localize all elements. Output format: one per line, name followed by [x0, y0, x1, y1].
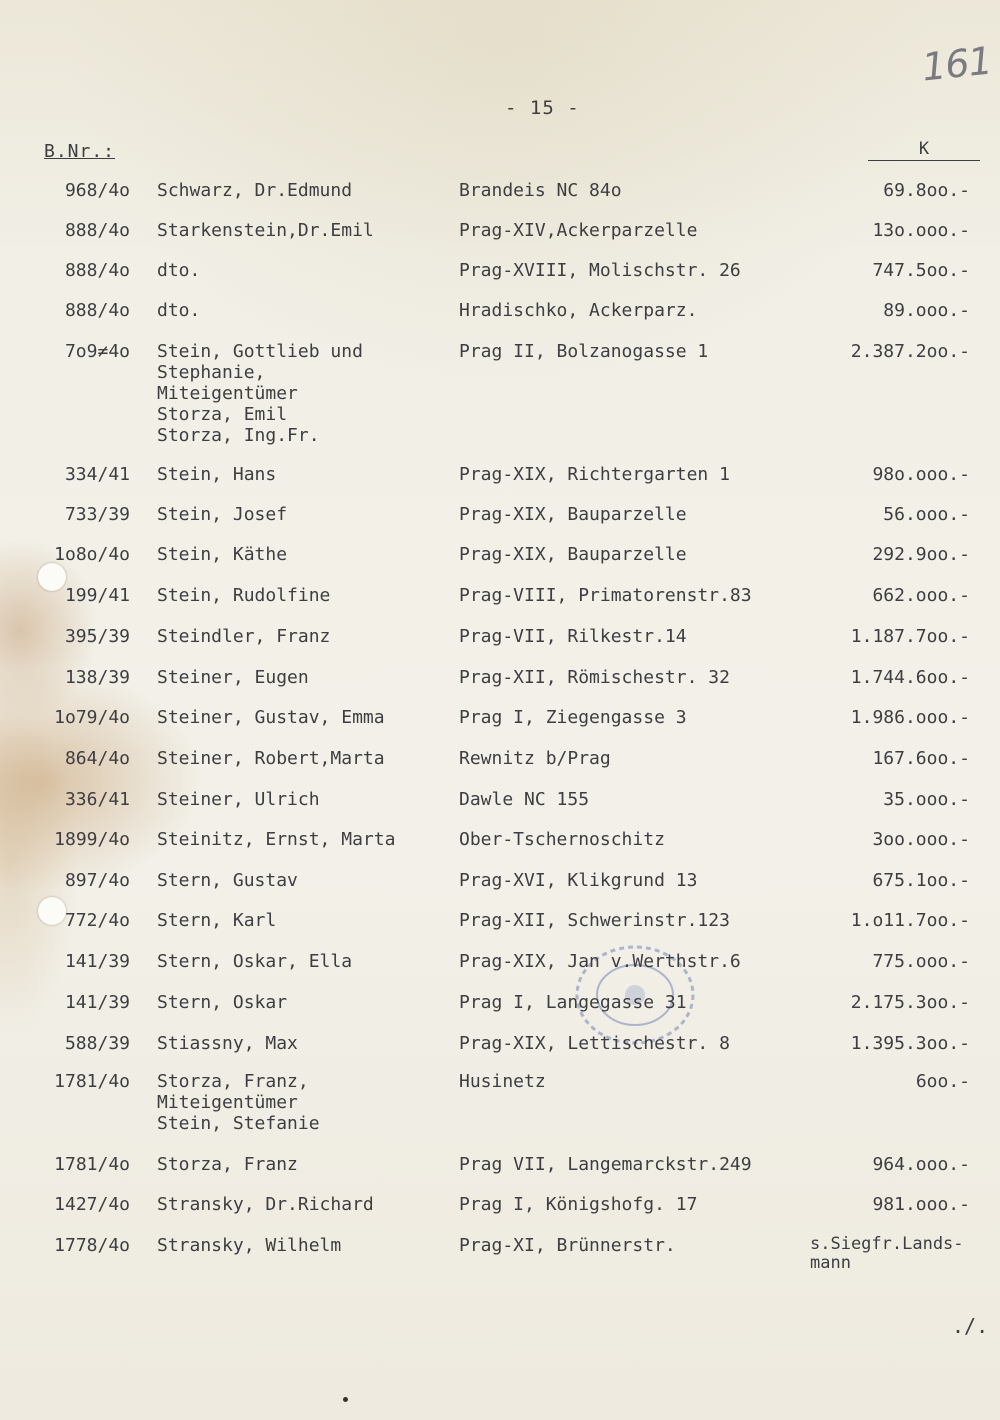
property-value: 6oo.-	[915, 1071, 970, 1092]
entry-number: 138/39	[64, 667, 130, 688]
property-address: Prag-XIX, Lettischestr. 8	[459, 1033, 730, 1054]
property-address: Prag-VII, Rilkestr.14	[459, 626, 687, 647]
property-address: Prag-XIX, Bauparzelle	[459, 504, 687, 525]
property-address: Prag II, Bolzanogasse 1	[459, 341, 709, 362]
entry-number: 1o79/4o	[54, 707, 130, 728]
owner-name: dto.	[157, 260, 201, 281]
entry-number: 1781/4o	[54, 1154, 130, 1175]
entry-number: 888/4o	[64, 300, 130, 321]
entry-number: 1781/4o	[54, 1071, 130, 1092]
property-address: Prag-XII, Schwerinstr.123	[459, 910, 730, 931]
property-value: 69.8oo.-	[883, 180, 970, 201]
property-value: 292.9oo.-	[872, 544, 970, 565]
property-value: 98o.ooo.-	[872, 464, 970, 485]
entry-number: 864/4o	[64, 748, 130, 769]
property-value: 964.ooo.-	[872, 1154, 970, 1175]
property-address: Prag-XI, Brünnerstr.	[459, 1235, 676, 1256]
entry-number: 772/4o	[64, 910, 130, 931]
property-value: 3oo.ooo.-	[872, 829, 970, 850]
entry-number: 897/4o	[64, 870, 130, 891]
property-address: Prag I, Königshofg. 17	[459, 1194, 698, 1215]
property-address: Prag-VIII, Primatorenstr.83	[459, 585, 752, 606]
property-value: 56.ooo.-	[883, 504, 970, 525]
entry-number: 1778/4o	[54, 1235, 130, 1256]
entry-number: 7o9≠4o	[64, 341, 130, 362]
owner-name: Steiner, Ulrich	[157, 789, 320, 810]
property-address: Prag-XIX, Bauparzelle	[459, 544, 687, 565]
property-value: 747.5oo.-	[872, 260, 970, 281]
property-address: Prag-XIX, Richtergarten 1	[459, 464, 730, 485]
property-address: Prag I, Ziegengasse 3	[459, 707, 687, 728]
owner-name: Steindler, Franz	[157, 626, 331, 647]
property-value: 1.o11.7oo.-	[850, 910, 970, 931]
entry-number: 1427/4o	[54, 1194, 130, 1215]
property-address: Prag-XII, Römischestr. 32	[459, 667, 730, 688]
property-address: Prag-XVI, Klikgrund 13	[459, 870, 698, 891]
property-value: 167.6oo.-	[872, 748, 970, 769]
continuation-mark: ./.	[952, 1314, 989, 1338]
property-value: 1.187.7oo.-	[850, 626, 970, 647]
property-value: 662.ooo.-	[872, 585, 970, 606]
owner-name: Schwarz, Dr.Edmund	[157, 180, 353, 201]
property-address: Prag VII, Langemarckstr.249	[459, 1154, 752, 1175]
property-value: s.Siegfr.Lands- mann	[810, 1234, 964, 1273]
owner-name: Stern, Karl	[157, 910, 277, 931]
property-value: 675.1oo.-	[872, 870, 970, 891]
entry-number: 141/39	[64, 992, 130, 1013]
owner-name: Starkenstein,Dr.Emil	[157, 220, 374, 241]
owner-name: Stein, Gottlieb und Stephanie, Miteigentümer Storza, Emil Storza, Ing.Fr.	[157, 341, 363, 446]
property-value: 2.175.3oo.-	[850, 992, 970, 1013]
property-address: Hradischko, Ackerparz.	[459, 300, 698, 321]
owner-name: Steiner, Gustav, Emma	[157, 707, 385, 728]
owner-name: Storza, Franz, Miteigentümer Stein, Stefanie	[157, 1071, 320, 1134]
owner-name: Stein, Käthe	[157, 544, 288, 565]
property-address: Dawle NC 155	[459, 789, 590, 810]
handwritten-folio-number: 161	[919, 38, 994, 90]
entry-number: 888/4o	[64, 260, 130, 281]
owner-name: Storza, Franz	[157, 1154, 298, 1175]
column-header-number: B.Nr.:	[44, 141, 116, 162]
owner-name: Steiner, Robert,Marta	[157, 748, 385, 769]
entry-number: 199/41	[64, 585, 130, 606]
owner-name: Stein, Hans	[157, 464, 277, 485]
property-address: Prag-XIV,Ackerparzelle	[459, 220, 698, 241]
owner-name: Steiner, Eugen	[157, 667, 309, 688]
entry-number: 733/39	[64, 504, 130, 525]
property-address: Prag-XIX, Jan v.Werthstr.6	[459, 951, 741, 972]
property-value: 981.ooo.-	[872, 1194, 970, 1215]
entry-number: 968/4o	[64, 180, 130, 201]
owner-name: Stein, Rudolfine	[157, 585, 331, 606]
owner-name: Stiassny, Max	[157, 1033, 298, 1054]
owner-name: Steinitz, Ernst, Marta	[157, 829, 396, 850]
property-value: 1.744.6oo.-	[850, 667, 970, 688]
entry-number: 1o8o/4o	[54, 544, 130, 565]
property-value: 775.ooo.-	[872, 951, 970, 972]
property-value: 35.ooo.-	[883, 789, 970, 810]
owner-name: Stransky, Dr.Richard	[157, 1194, 374, 1215]
property-value: 13o.ooo.-	[872, 220, 970, 241]
page-number: - 15 -	[505, 97, 580, 119]
entry-number: 141/39	[64, 951, 130, 972]
property-value: 1.395.3oo.-	[850, 1033, 970, 1054]
owner-name: Stern, Oskar	[157, 992, 288, 1013]
owner-name: dto.	[157, 300, 201, 321]
property-value: 2.387.2oo.-	[850, 341, 970, 362]
owner-name: Stern, Oskar, Ella	[157, 951, 353, 972]
property-address: Prag I, Langegasse 31	[459, 992, 687, 1013]
column-header-amount: K	[868, 139, 980, 161]
entry-number: 888/4o	[64, 220, 130, 241]
property-address: Husinetz	[459, 1071, 546, 1092]
entry-number: 588/39	[64, 1033, 130, 1054]
property-value: 1.986.ooo.-	[850, 707, 970, 728]
owner-name: Stern, Gustav	[157, 870, 298, 891]
property-value: 89.ooo.-	[883, 300, 970, 321]
property-address: Brandeis NC 84o	[459, 180, 622, 201]
ink-dot	[343, 1397, 348, 1402]
property-address: Rewnitz b/Prag	[459, 748, 611, 769]
property-address: Prag-XVIII, Molischstr. 26	[459, 260, 741, 281]
entry-number: 336/41	[64, 789, 130, 810]
owner-name: Stransky, Wilhelm	[157, 1235, 342, 1256]
entry-number: 395/39	[64, 626, 130, 647]
owner-name: Stein, Josef	[157, 504, 288, 525]
entry-number: 1899/4o	[54, 829, 130, 850]
entry-number: 334/41	[64, 464, 130, 485]
property-address: Ober-Tschernoschitz	[459, 829, 665, 850]
